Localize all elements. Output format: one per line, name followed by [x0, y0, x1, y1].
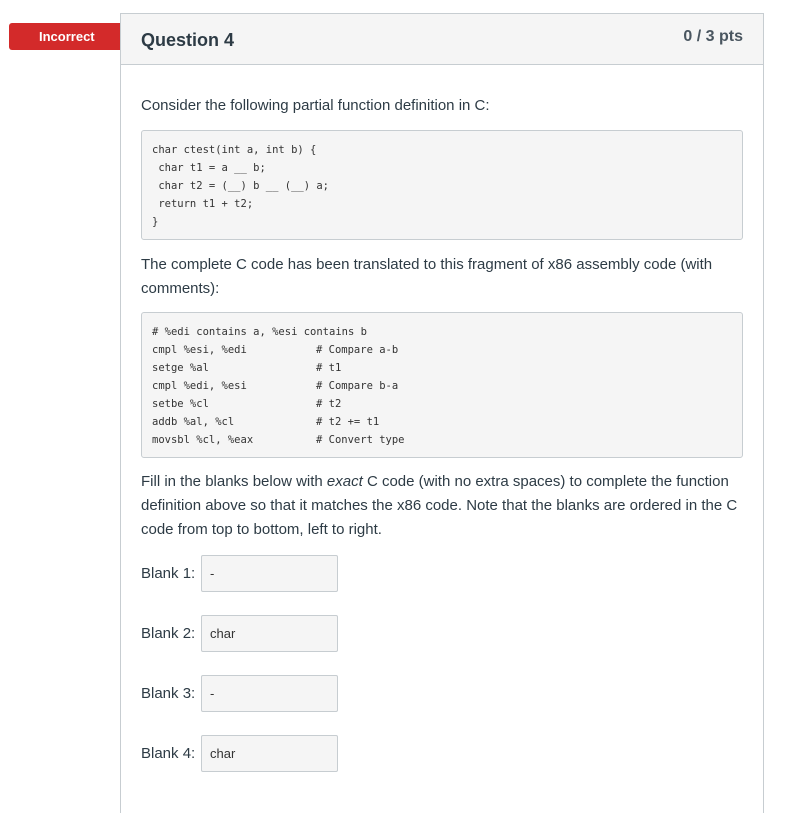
blank-label: Blank 4: — [141, 744, 196, 762]
c-code-line: char t1 = a __ b; — [152, 162, 266, 174]
blank-label: Blank 3: — [141, 684, 196, 702]
translation-text: The complete C code has been translated to this fragment of x86 assembly code (with comments): — [141, 256, 713, 297]
blank-row-3 — [141, 674, 338, 712]
instructions-before: Fill in the blanks below with — [141, 473, 327, 490]
asm-line — [152, 395, 732, 413]
asm-instruction: setge %al — [152, 362, 209, 374]
question-header — [121, 14, 763, 65]
asm-comment: # t2 — [316, 398, 342, 410]
asm-comment: # t2 += t1 — [316, 416, 380, 428]
asm-comment: # Compare a-b — [316, 344, 399, 356]
asm-line — [152, 413, 732, 431]
asm-line — [152, 359, 732, 377]
asm-instruction: cmpl %esi, %edi — [152, 344, 247, 356]
blank-1-input[interactable]: - — [201, 555, 338, 592]
c-code-line: return t1 + t2; — [152, 198, 254, 210]
asm-comment: # Convert type — [316, 434, 405, 446]
instructions-emphasis: exact — [326, 473, 363, 490]
blank-3-input[interactable]: - — [201, 675, 338, 712]
instructions-text — [141, 470, 741, 542]
c-code-line: } — [152, 216, 159, 228]
blank-row-1 — [141, 554, 338, 592]
asm-instruction: addb %al, %cl — [152, 416, 235, 428]
c-code-line: char ctest(int a, int b) { — [152, 144, 317, 156]
asm-instruction: setbe %cl — [152, 398, 209, 410]
incorrect-status-flag: Incorrect — [9, 23, 123, 50]
c-code-block — [141, 130, 743, 240]
blank-row-4 — [141, 734, 338, 772]
asm-line — [152, 431, 732, 449]
asm-comment: # Compare b-a — [316, 380, 399, 392]
asm-line — [152, 341, 732, 359]
asm-line — [152, 377, 732, 395]
blank-2-input[interactable]: char — [201, 615, 338, 652]
blank-row-2 — [141, 614, 338, 652]
instructions-after: C code (with no extra spaces) to complete the function definition above so that it matches the x86 code. Note that the blanks are ordered in the C code from top to bottom, left to right. — [141, 473, 738, 538]
blank-label: Blank 1: — [141, 564, 196, 582]
blank-4-input[interactable]: char — [201, 735, 338, 772]
c-code-line: char t2 = (__) b __ (__) a; — [152, 180, 330, 192]
asm-comment: # t1 — [316, 362, 342, 374]
question-card — [120, 13, 764, 813]
asm-header-line: # %edi contains a, %esi contains b — [152, 326, 367, 338]
intro-text: Consider the following partial function definition in C: — [141, 97, 490, 114]
blank-label: Blank 2: — [141, 624, 196, 642]
question-title: Question 4 — [141, 30, 235, 50]
question-points: 0 / 3 pts — [683, 28, 743, 45]
asm-instruction: cmpl %edi, %esi — [152, 380, 247, 392]
asm-code-block — [141, 312, 743, 458]
asm-instruction: movsbl %cl, %eax — [152, 434, 254, 446]
